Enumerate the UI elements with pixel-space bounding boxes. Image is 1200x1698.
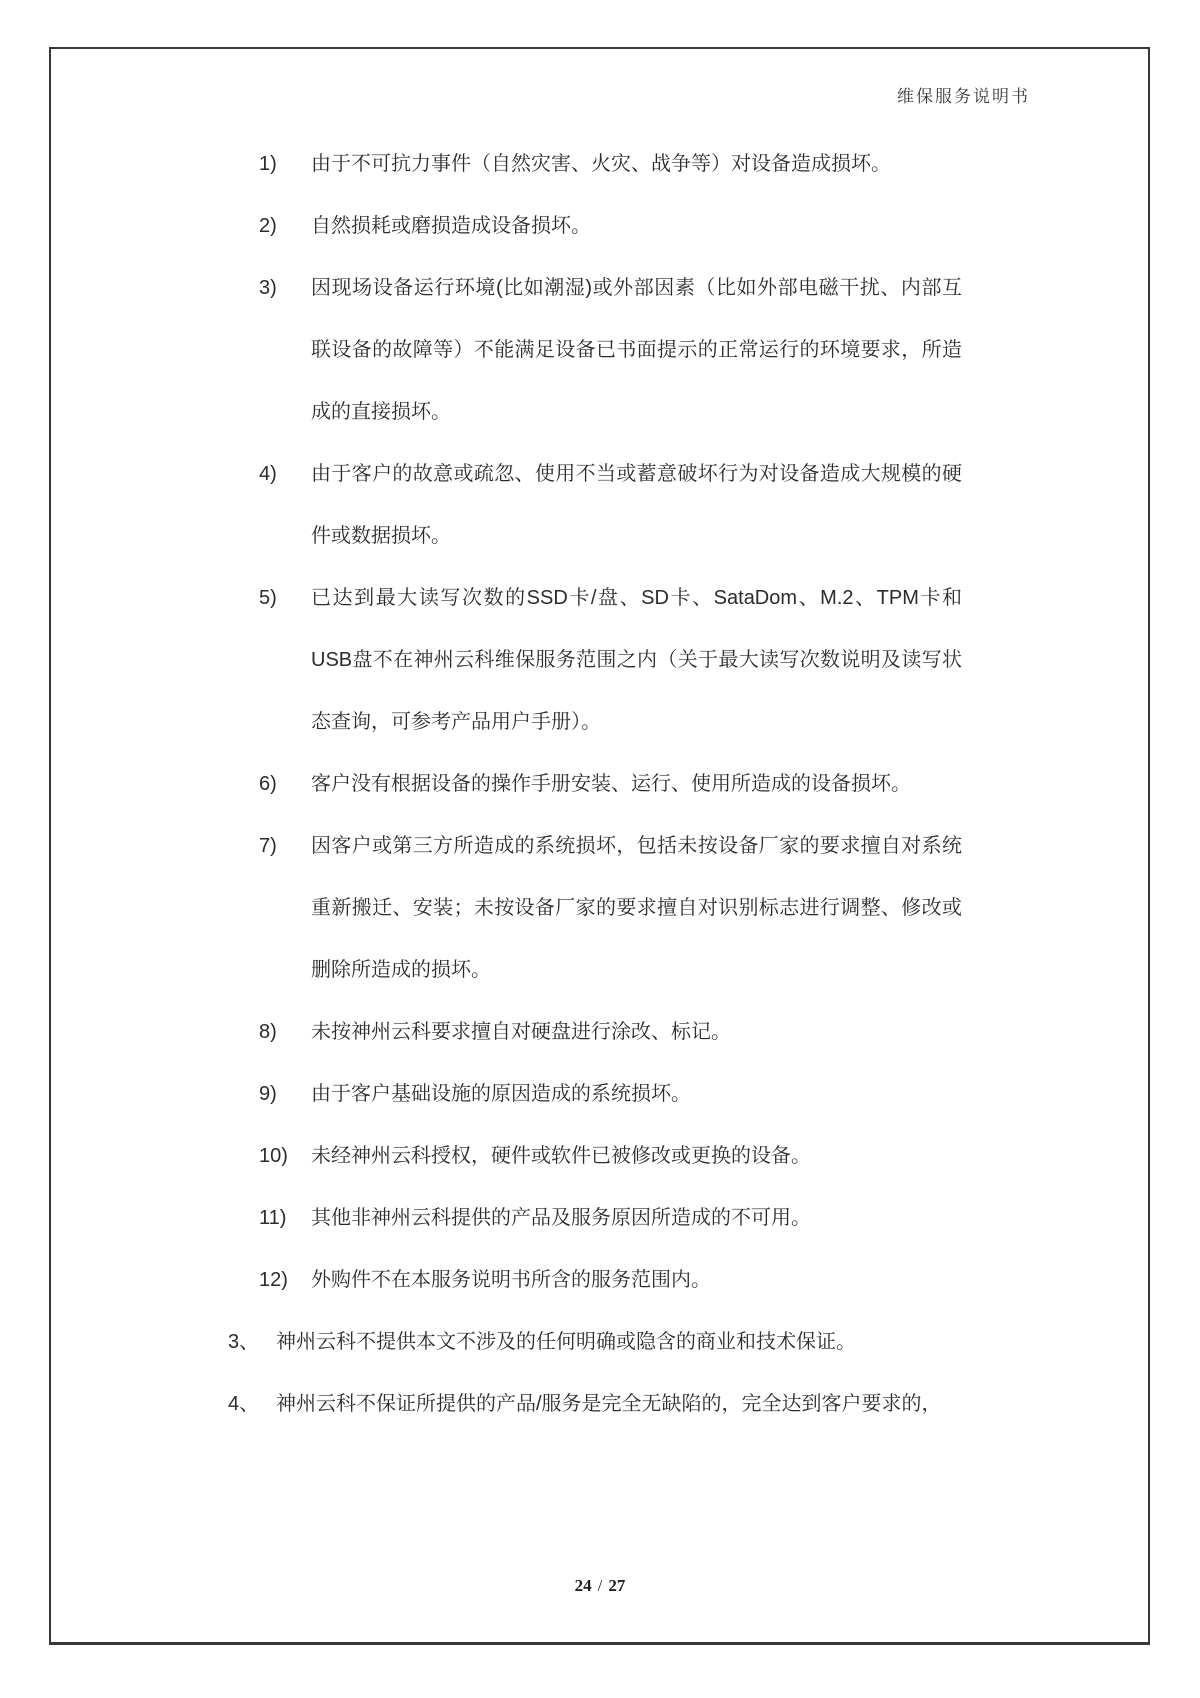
item-number: 9) (259, 1083, 277, 1105)
item-number: 3、 (228, 1331, 260, 1353)
item-text: 未经神州云科授权，硬件或软件已被修改或更换的设备。 (311, 1145, 811, 1167)
item-text: 由于客户基础设施的原因造成的系统损坏。 (311, 1083, 691, 1105)
list-item-main-4 (228, 1373, 962, 1435)
item-number: 5) (259, 587, 277, 609)
item-number: 2) (259, 215, 277, 237)
item-text: 已达到最大读写次数的SSD卡/盘、SD卡、SataDom、M.2、TPM卡和USB盘不在神州云科维保服务范围之内（关于最大读写次数说明及读写状态查询，可参考产品用户手册）。 (311, 587, 962, 733)
list-item-11 (228, 1187, 962, 1249)
list-item-10 (228, 1125, 962, 1187)
item-text: 神州云科不提供本文不涉及的任何明确或隐含的商业和技术保证。 (276, 1331, 856, 1353)
list-item-7 (228, 815, 962, 1001)
item-number: 6) (259, 773, 277, 795)
item-number: 4) (259, 463, 277, 485)
list-item-9 (228, 1063, 962, 1125)
item-number: 8) (259, 1021, 277, 1043)
document-body (228, 133, 962, 1435)
item-text: 因现场设备运行环境(比如潮湿)或外部因素（比如外部电磁干扰、内部互联设备的故障等）不能满足设备已书面提示的正常运行的环境要求，所造成的直接损坏。 (311, 277, 962, 423)
list-item-8 (228, 1001, 962, 1063)
page-number (0, 1576, 1200, 1596)
item-number: 1) (259, 153, 277, 175)
list-item-2 (228, 195, 962, 257)
item-text: 自然损耗或磨损造成设备损坏。 (311, 215, 591, 237)
item-number: 10) (259, 1145, 288, 1167)
page-number-separator: / (597, 1576, 603, 1595)
item-number: 3) (259, 277, 277, 299)
item-text: 其他非神州云科提供的产品及服务原因所造成的不可用。 (311, 1207, 811, 1229)
document-header-title: 维保服务说明书 (897, 87, 1030, 106)
item-text: 客户没有根据设备的操作手册安装、运行、使用所造成的设备损坏。 (311, 773, 911, 795)
list-item-12 (228, 1249, 962, 1311)
item-number: 11) (259, 1207, 287, 1229)
item-text: 外购件不在本服务说明书所含的服务范围内。 (311, 1269, 711, 1291)
item-number: 4、 (228, 1393, 260, 1415)
list-item-5 (228, 567, 962, 753)
item-text: 神州云科不保证所提供的产品/服务是完全无缺陷的，完全达到客户要求的， (276, 1393, 942, 1415)
list-item-3 (228, 257, 962, 443)
item-text: 因客户或第三方所造成的系统损坏，包括未按设备厂家的要求擅自对系统重新搬迁、安装；未按设备厂家的要求擅自对识别标志进行调整、修改或删除所造成的损坏。 (311, 835, 962, 981)
page-number-total: 27 (608, 1576, 626, 1595)
list-item-main-3 (228, 1311, 962, 1373)
item-text: 未按神州云科要求擅自对硬盘进行涂改、标记。 (311, 1021, 731, 1043)
item-text: 由于不可抗力事件（自然灾害、火灾、战争等）对设备造成损坏。 (311, 153, 891, 175)
list-item-6 (228, 753, 962, 815)
list-item-4 (228, 443, 962, 567)
page-number-current: 24 (574, 1576, 592, 1595)
item-text: 由于客户的故意或疏忽、使用不当或蓄意破坏行为对设备造成大规模的硬件或数据损坏。 (311, 463, 962, 547)
item-number: 7) (259, 835, 277, 857)
list-item-1 (228, 133, 962, 195)
item-number: 12) (259, 1269, 288, 1291)
